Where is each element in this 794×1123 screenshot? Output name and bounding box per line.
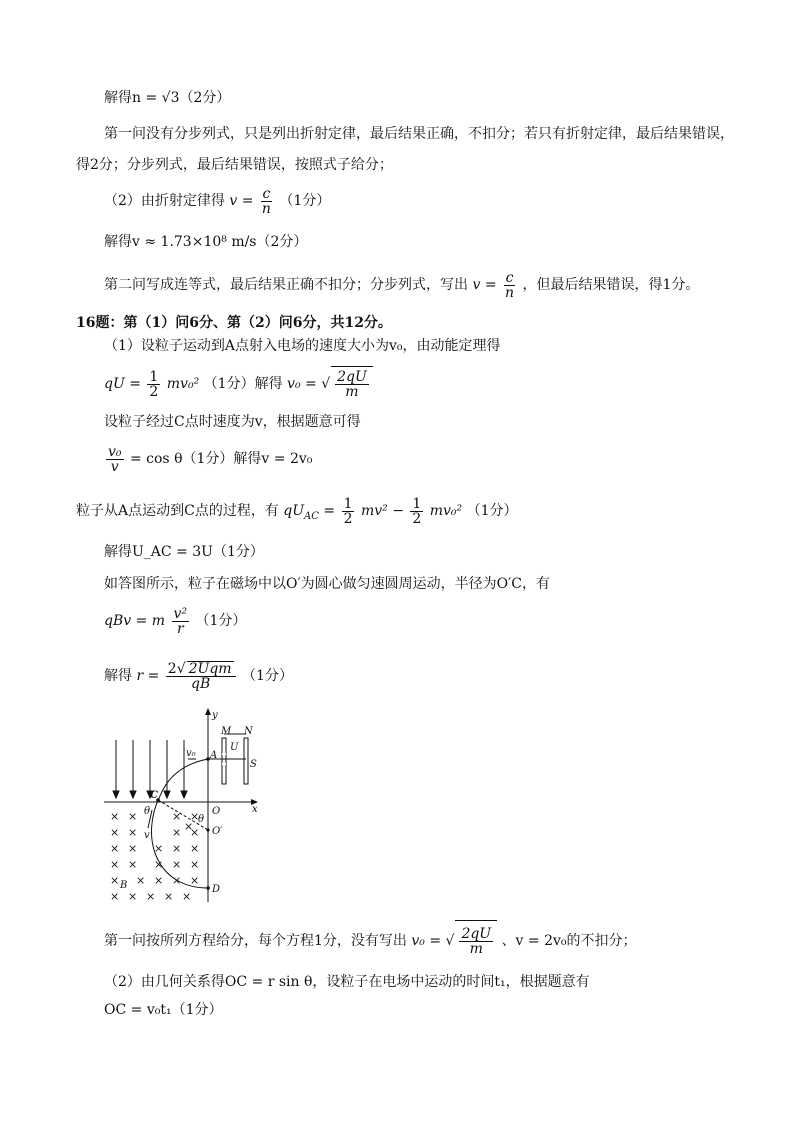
grading-note-1: 第一问没有分步列式，只是列出折射定律，最后结果正确，不扣分；若只有折射定律，最后结果错误， [104,126,734,142]
work-AC-eq [76,494,518,534]
frac-num-c: c [262,185,271,202]
sqrt-2qU-m: √ $\frac{2qU}{m}$ [321,366,373,401]
label-x: x [252,804,258,815]
label-theta-1: θ [144,806,151,817]
cross: × [128,890,138,903]
grading-note-2-b: ，但最后结果错误，得1分。 [522,277,700,293]
refraction-intro: （2）由折射定律得 [104,193,225,209]
cross: × [136,874,146,887]
lorentz-eq [104,604,246,638]
sqrt-num: 2qU [337,368,367,385]
half-frac-3 [410,497,423,526]
cross: × [128,826,138,839]
score-solve: （1分）解得 [203,376,283,392]
cross: × [182,890,192,903]
frac-num-v2: v² [173,605,188,622]
cross: × [172,826,182,839]
cross: × [190,874,200,887]
label-O-prime: O′ [212,826,223,837]
eq-sign: = [323,503,336,519]
v0-over-v [106,445,124,474]
radius-num: 2√ 2Uqm [166,661,236,677]
cross: × [172,842,182,855]
sqrt-num-2: 2qU [461,925,492,942]
grading-note-3-a: 第一问按所列方程给分，每个方程1分，没有写出 [104,933,407,949]
frac-den-r: r [176,620,184,637]
work-AC-intro: 粒子从A点运动到C点的过程，有 [76,503,279,519]
radius-eq [104,656,293,696]
radius-frac [166,661,236,691]
cross: × [110,874,120,887]
point-O-prime [206,828,209,831]
refraction-velocity [104,186,330,216]
cross: × [146,890,156,903]
frac-den-n-2: n [505,284,515,301]
sqrt-2qU-m-2: √ $\frac{2qU}{m}$ [446,920,498,961]
half-den: 2 [149,383,159,400]
grading-note-3-b: 、v = 2v₀的不扣分； [501,933,637,949]
frac-den-v: v [110,458,119,475]
radius-den: qB [191,676,211,692]
cross: × [172,858,182,871]
frac-num-v0: v₀ [108,443,122,460]
score-lorentz: （1分） [195,613,247,629]
cos-theta-rest: = cos θ（1分）解得v = 2v₀ [129,451,313,467]
question-16-heading: 16题：第（1）问6分、第（2）问6分，共12分。 [76,315,392,331]
cross: × [190,826,200,839]
mv0-squared-2: mv₀² [429,503,463,519]
score-1: （1分） [279,193,331,209]
cross: × [190,842,200,855]
oc-eq: OC = v₀t₁（1分） [104,1002,223,1018]
cross: × [128,810,138,823]
label-theta-2: θ [198,814,205,825]
radius-intro: 解得 [104,668,132,684]
qU-eq: qU = [104,376,141,392]
qU-AC: qU [283,503,305,519]
r-eq: r = [136,668,160,684]
cross: × [154,858,164,871]
v-eq-2: v = [472,277,497,293]
cross: × [190,810,200,823]
score-radius: （1分） [242,668,293,684]
minus-sign: − [392,503,404,519]
cross: × [164,890,174,903]
half-den-3: 2 [412,510,422,527]
radius-coef: 2 [167,661,177,677]
v-eq: v = [229,193,254,209]
half-den-2: 2 [343,510,353,527]
half-num: 1 [149,368,159,385]
label-N: N [244,726,253,737]
label-S: S [250,759,257,770]
cross: × [190,858,200,871]
frac-num-c-2: c [505,269,514,286]
label-O: O [212,806,221,817]
label-v0: v₀ [186,748,196,759]
label-B: B [120,880,128,891]
label-v: v [144,830,150,841]
cross: × [110,826,120,839]
grading-note-3 [104,920,637,961]
cross: × [184,820,194,833]
v0-eq-2: v₀ = [411,933,442,949]
answer-n: 解得n = √3（2分） [104,90,231,106]
circular-motion-intro: 如答图所示，粒子在磁场中以O′为圆心做匀速圆周运动，半径为O′C，有 [104,576,551,592]
label-U: U [230,742,239,753]
sqrt-den: m [345,383,359,400]
cos-theta-eq [104,442,312,476]
mv0-squared: mv₀² [166,376,200,392]
cross: × [110,858,120,871]
cross: × [128,842,138,855]
cross: × [172,874,182,887]
grading-note-2-a: 第二问写成连等式，最后结果正确不扣分；分步列式，写出 [104,277,468,293]
half-frac [147,370,160,399]
cross: × [154,874,164,887]
y-axis-arrow [205,708,211,715]
part2-intro: （2）由几何关系得OC = r sin θ，设粒子在电场中运动的时间t₁，根据题意有 [104,974,590,990]
qBv-eq: qBv = m [104,613,166,629]
answer-v: 解得v ≈ 1.73×10⁸ m/s（2分） [104,234,308,250]
half-num-2: 1 [343,495,353,512]
label-A: A [210,750,218,761]
grading-note-1-cont: 得2分；分步列式，最后结果错误，按照式子给分； [76,157,393,173]
sqrt-den-2: m [469,940,483,957]
score-AC: （1分） [466,503,518,519]
label-y: y [212,710,218,721]
v0-eq: v₀ = [287,376,317,392]
half-num-3: 1 [412,495,422,512]
answer-UAC: 解得U_AC = 3U（1分） [104,544,264,560]
point-D [206,886,210,890]
cross: × [154,842,164,855]
grading-note-2 [104,270,699,300]
frac-den-n: n [261,200,271,217]
label-C: C [150,790,158,801]
label-M: M [221,726,232,737]
mv-squared: mv² [360,503,388,519]
plate-M [222,738,226,784]
radius-sqrt-body: 2Uqm [188,661,232,677]
c-over-n [260,187,273,216]
cross: × [110,810,120,823]
half-frac-2 [342,497,355,526]
field-diagram [100,706,270,906]
part1-intro: （1）设粒子运动到A点射入电场的速度大小为v₀，由动能定理得 [104,338,501,354]
c-over-n-2 [503,271,516,300]
energy-theorem [104,366,373,401]
cross: × [110,842,120,855]
cross: × [110,890,120,903]
sub-AC: AC [304,510,319,522]
cross: × [172,810,182,823]
velocity-at-C: 设粒子经过C点时速度为v，根据题意可得 [104,414,361,430]
plate-N [244,738,248,784]
label-D: D [212,884,221,895]
v2-over-r [172,607,190,636]
cross: × [128,858,138,871]
